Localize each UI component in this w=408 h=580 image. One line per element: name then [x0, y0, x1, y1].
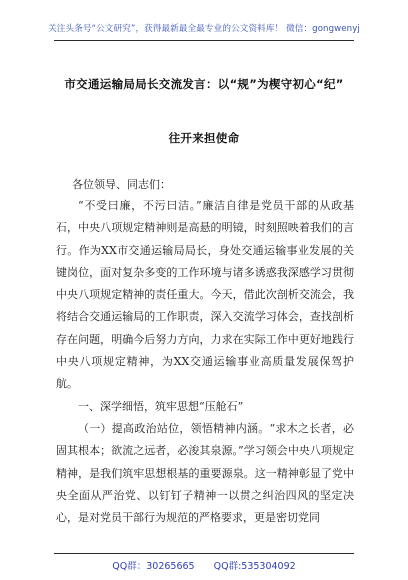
body-paragraph: （一）提高政治站位，领悟精神内涵。“求木之长者，必固其根本；欲流之远者，必浚其泉源。”学习领会中央八项规定精神，是我们筑牢思想根基的重要源泉。这一精神彰显了党中央全面从严治党、以钉钉子精神一以贯之纠治四风的坚定决心，是对党员干部行为规范的严格要求，更是密切党同 [56, 421, 354, 525]
header-divider [54, 40, 354, 41]
document-body [56, 195, 354, 529]
document-title-line-2: 往开来担使命 [168, 131, 240, 145]
footer [0, 558, 408, 572]
salutation: 各位领导、同志们： [72, 178, 171, 191]
document-title-line-1: 市交通运输局局长交流发言：以“规”为楔守初心“纪” [64, 77, 344, 91]
section-heading: 一、深学细悟，筑牢思想“压舱石” [78, 399, 244, 413]
body-paragraph: “不受曰廉，不污曰洁。”廉洁自律是党员干部的从政基石，中央八项规定精神则是高悬的明镜，时刻照映着我们的言行。作为XX市交通运输局局长，身处交通运输事业发展的关键岗位，面对复杂多变的工作环境与诸多诱惑我深感学习贯彻中央八项规定精神的责任重大。今天，借此次剖析交流会，我将结合交通运输局的工作职责，深入交流学习体会，查找剖析存在问题，明确今后努力方向，力求在实际工作中更好地践行中央八项规定精神，为XX交通运输事业高质量发展保驾护航。 [56, 199, 354, 391]
footer-divider [54, 553, 354, 554]
footer-qq-group-2: QQ群:535304092 [213, 561, 296, 572]
footer-qq-group-1: QQ群：30265665 [112, 561, 195, 572]
header-banner: 关注头条号“公文研究”，获得最新最全最专业的公文资料库！ 微信：gongwenyj [48, 24, 360, 34]
